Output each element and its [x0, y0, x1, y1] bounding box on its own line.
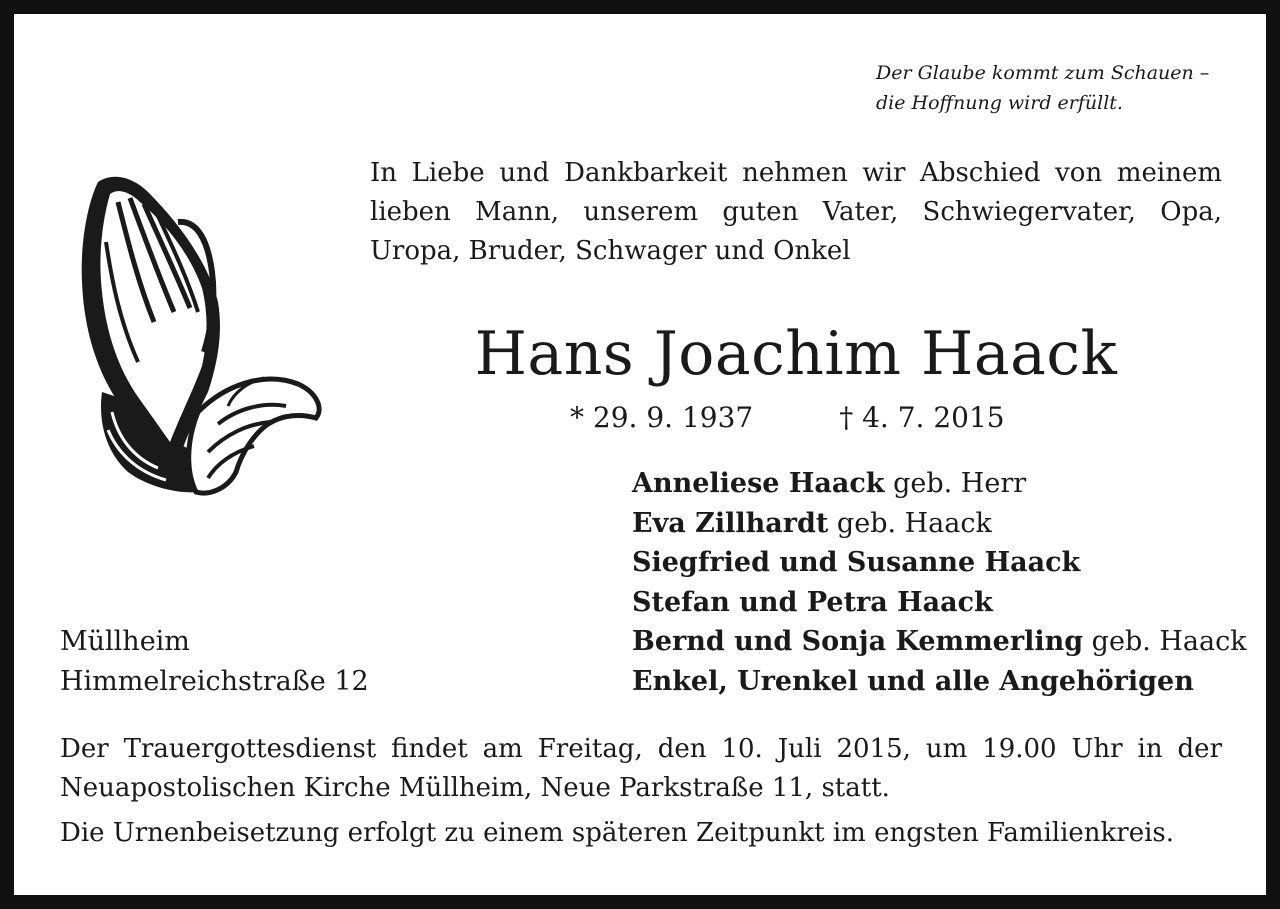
mourner-row	[632, 504, 1247, 544]
mourner-name: Anneliese Haack	[632, 468, 885, 499]
mourner-name: Eva Zillhardt	[632, 507, 829, 539]
motto	[876, 58, 1209, 118]
mourner-name: Stefan und Petra Haack	[632, 586, 993, 618]
praying-hands-icon	[58, 162, 328, 502]
mourner-suffix: geb. Haack	[828, 507, 992, 539]
mourner-suffix: geb. Haack	[1083, 626, 1247, 658]
address-city: Müllheim	[60, 626, 190, 657]
obituary-card	[14, 14, 1266, 895]
death-date: † 4. 7. 2015	[839, 401, 1005, 434]
mourner-name: Siegfried und Susanne Haack	[632, 547, 1081, 579]
mourner-row	[632, 583, 1247, 623]
birth-date: * 29. 9. 1937	[570, 401, 754, 434]
address	[60, 622, 369, 702]
deceased-name: Hans Joachim Haack	[474, 319, 1118, 389]
mourner-row	[632, 543, 1247, 583]
mourner-row	[632, 662, 1247, 702]
funeral-service-text: Der Trauergottesdienst findet am Freitag, den 10. Juli 2015, um 19.00 Uhr in der Neuapostolischen Kirche Müllheim, Neue Parkstraße 11, statt.	[60, 734, 1222, 803]
mourners-list	[632, 464, 1247, 702]
address-street: Himmelreichstraße 12	[60, 666, 369, 697]
mourner-row	[632, 464, 1247, 504]
mourner-name: Bernd und Sonja Kemmerling	[632, 626, 1084, 658]
intro-text: In Liebe und Dankbarkeit nehmen wir Abschied von meinem lieben Mann, unserem guten Vater, Schwiegervater, Opa, Uropa, Bruder, Schwager und Onkel	[370, 158, 1222, 266]
mourner-row	[632, 622, 1247, 662]
motto-line-2: die Hoffnung wird erfüllt.	[876, 92, 1123, 114]
service-info	[60, 730, 1222, 853]
mourner-suffix: geb. Herr	[884, 468, 1027, 499]
motto-line-1: Der Glaube kommt zum Schauen –	[876, 62, 1210, 84]
life-dates	[570, 398, 1005, 438]
urn-burial-text: Die Urnenbeisetzung erfolgt zu einem späteren Zeitpunkt im engsten Familienkreis.	[60, 818, 1175, 848]
mourner-name: Enkel, Urenkel und alle Angehörigen	[632, 665, 1194, 697]
